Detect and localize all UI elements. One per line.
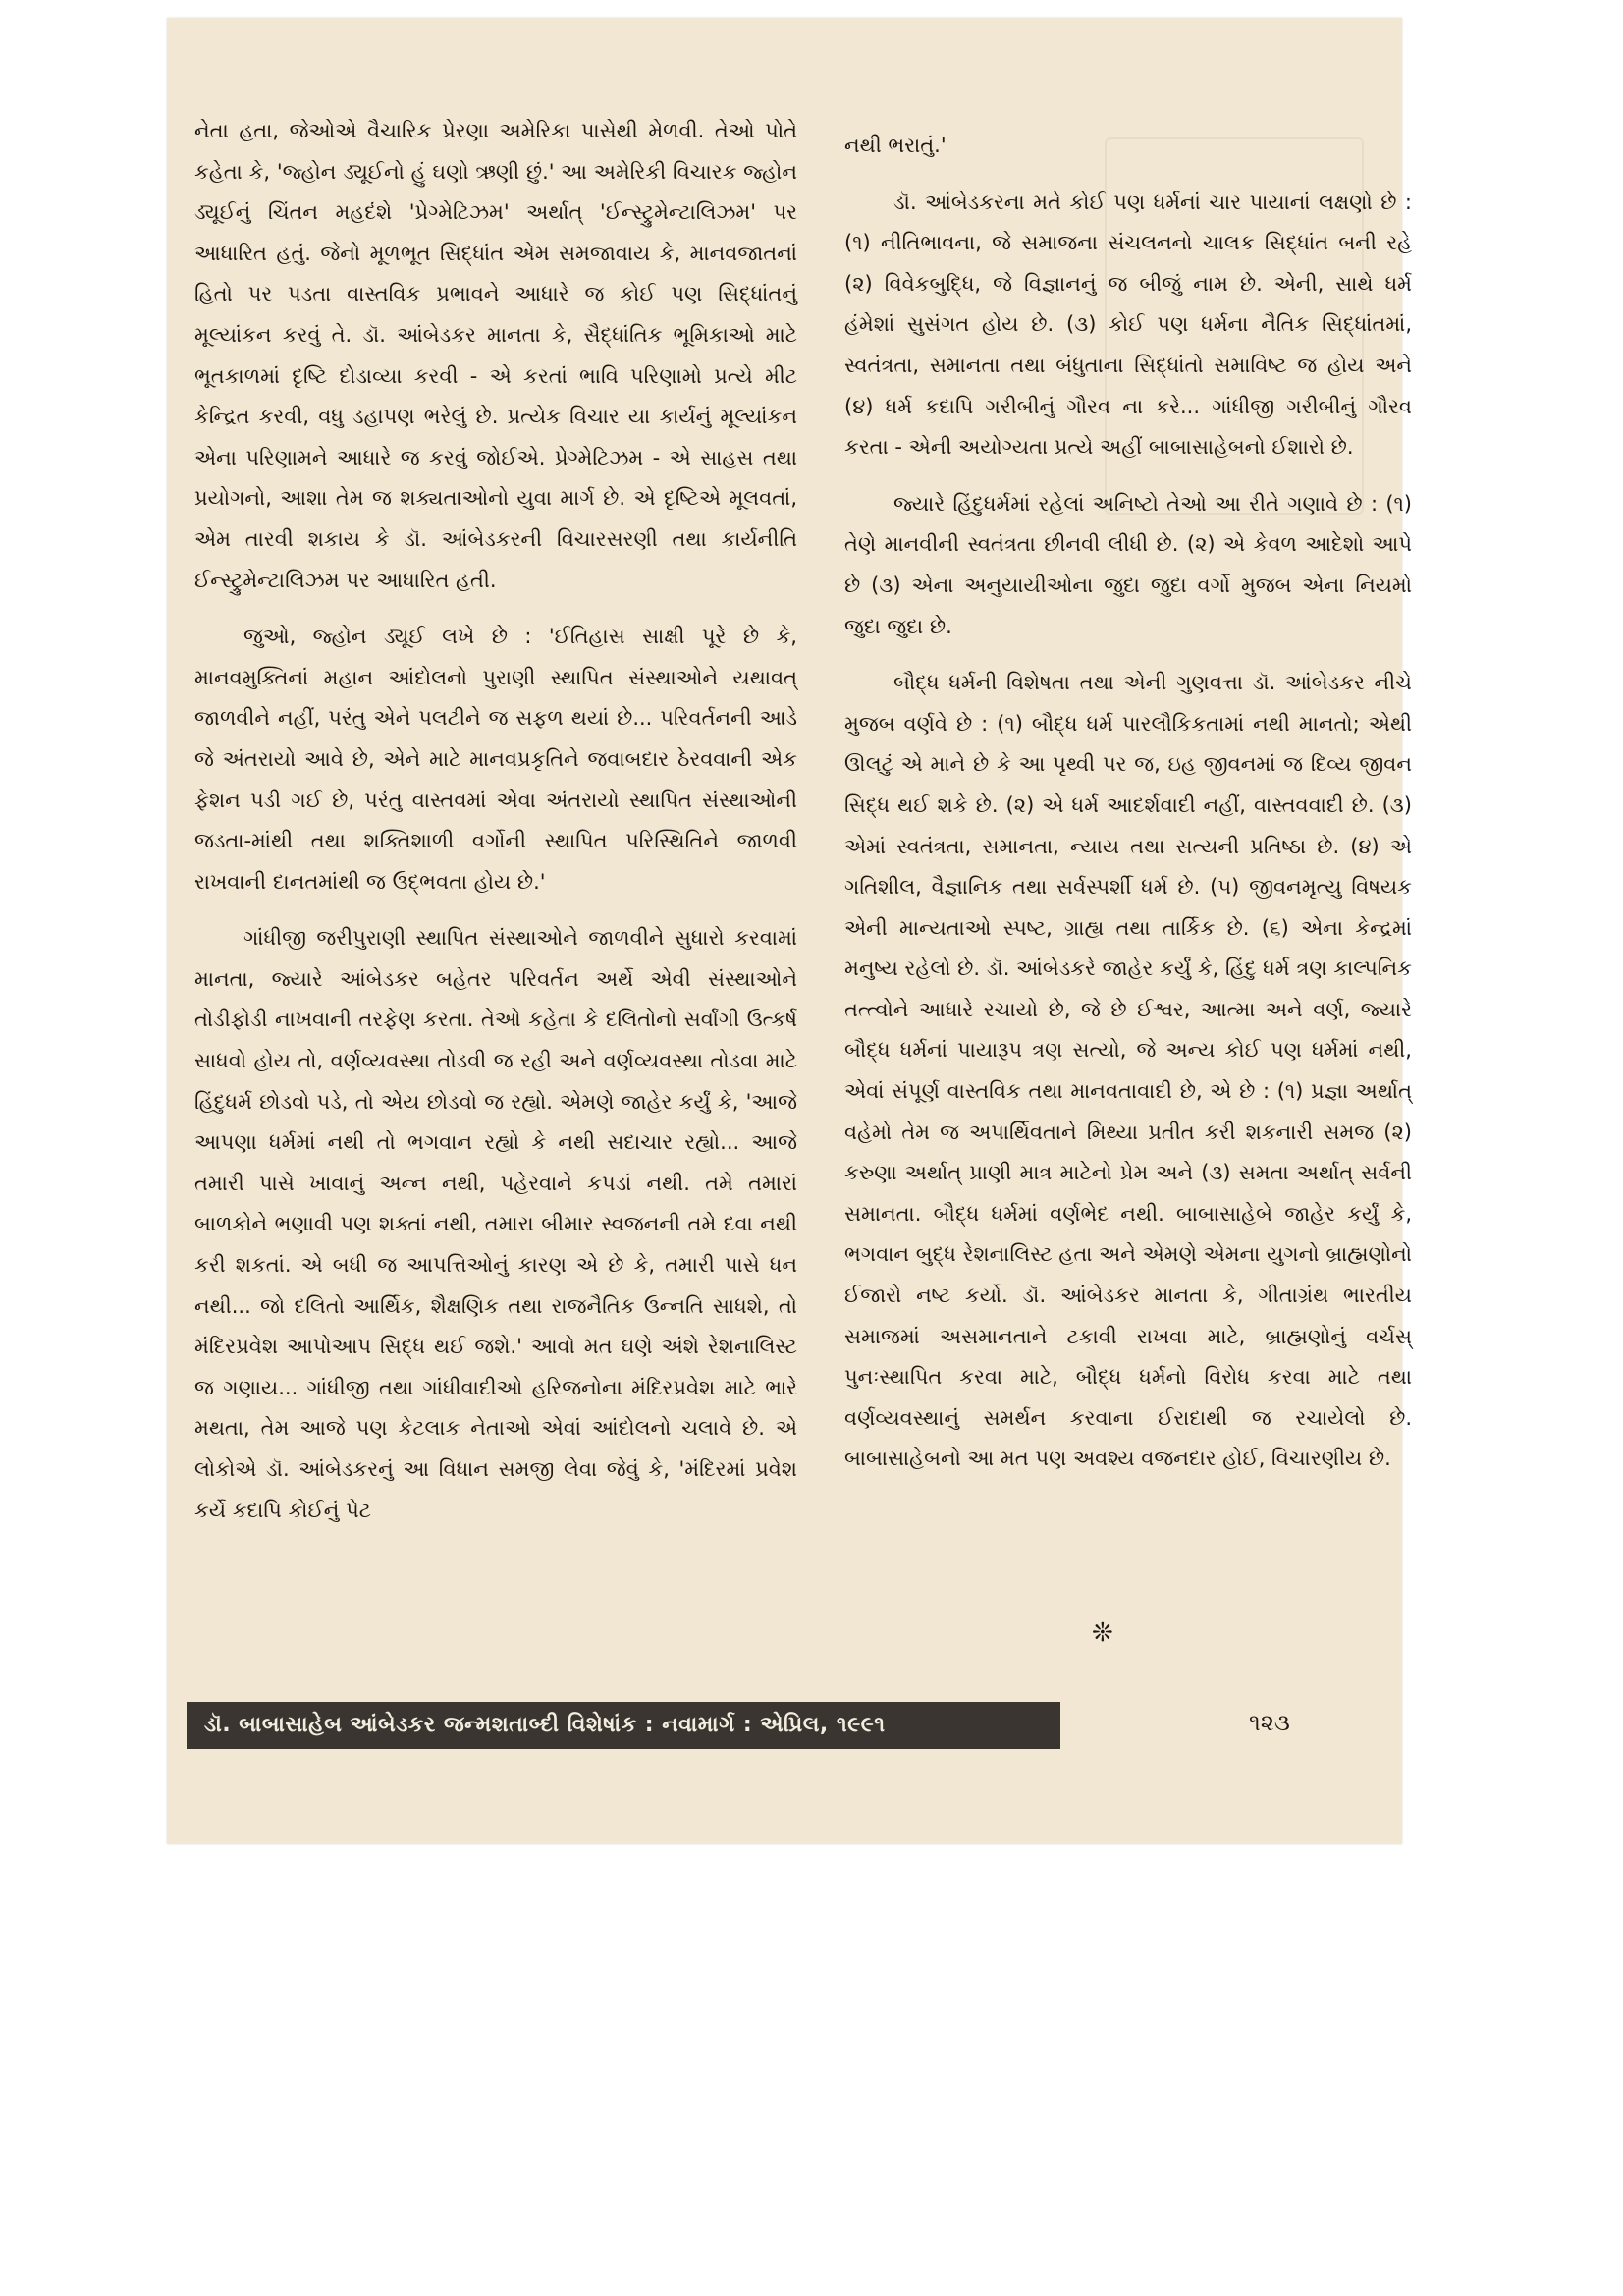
left-paragraph-3: ગાંધીજી જરીપુરાણી સ્થાપિત સંસ્થાઓને જાળવીને સુધારો કરવામાં માનતા, જ્યારે આંબેડકર બહેતર પરિવર્તન અર્થે એવી સંસ્થાઓને તોડીફોડી નાખવાની તરફેણ કરતા. તેઓ કહેતા કે દલિતોનો સર્વાંગી ઉત્કર્ષ સાધવો હોય તો, વર્ણવ્યવસ્થા તોડવી જ રહી અને વર્ણવ્યવસ્થા તોડવા માટે હિંદુધર્મ છોડવો પડે, તો એય છોડવો જ રહ્યો. એમણે જાહેર કર્યું કે, 'આજે આપણા ધર્મમાં નથી તો ભગવાન રહ્યો કે નથી સદાચાર રહ્યો... આજે તમારી પાસે ખાવાનું અન્ન નથી, પહેરવાને કપડાં નથી. તમે તમારાં બાળકોને ભણાવી પણ શક્તાં નથી, તમારા બીમાર સ્વજનની તમે દવા નથી કરી શકતાં. એ બધી જ આપત્તિઓનું કારણ એ છે કે, તમારી પાસે ધન નથી... જો દલિતો આર્થિક, શૈક્ષણિક તથા રાજનૈતિક ઉન્નતિ સાધશે, તો મંદિરપ્રવેશ આપોઆપ સિદ્ધ થઈ જશે.' આવો મત ઘણે અંશે રેશનાલિસ્ટ જ ગણાય... ગાંધીજી તથા ગાંધીવાદીઓ હરિજનોના મંદિરપ્રવેશ માટે ભારે મથતા, તેમ આજે પણ કેટલાક નેતાઓ એવાં આંદોલનો ચલાવે છે. એ લોકોએ ડૉ. આંબેડકરનું આ વિધાન સમજી લેવા જેવું કે, 'મંદિરમાં પ્રવેશ કર્યે કદાપિ કોઈનું પેટ: [194, 926, 797, 1522]
right-paragraph-3: જ્યારે હિંદુધર્મમાં રહેલાં અનિષ્ટો તેઓ આ રીતે ગણાવે છે : (૧) તેણે માનવીની સ્વતંત્રતા છીનવી લીધી છે. (૨) એ કેવળ આદેશો આપે છે (૩) એના અનુયાયીઓના જુદા જુદા વર્ગો મુજબ એના નિયમો જુદા જુદા છે.: [844, 491, 1412, 638]
page-number: ૧૨૩: [1249, 1709, 1290, 1736]
right-column: [844, 126, 1412, 1496]
scanned-page: [167, 18, 1412, 1844]
right-paragraph-4: બૌદ્ધ ધર્મની વિશેષતા તથા એની ગુણવત્તા ડૉ. આંબેડકર નીચે મુજબ વર્ણવે છે : (૧) બૌદ્ધ ધર્મ પારલૌકિકતામાં નથી માનતો; એથી ઊલટું એ માને છે કે આ પૃથ્વી પર જ, ઇહ જીવનમાં જ દિવ્ય જીવન સિદ્ધ થઈ શકે છે. (૨) એ ધર્મ આદર્શવાદી નહીં, વાસ્તવવાદી છે. (૩) એમાં સ્વતંત્રતા, સમાનતા, ન્યાય તથા સત્યની પ્રતિષ્ઠા છે. (૪) એ ગતિશીલ, વૈજ્ઞાનિક તથા સર્વસ્પર્શી ધર્મ છે. (૫) જીવનમૃત્યુ વિષયક એની માન્યતાઓ સ્પષ્ટ, ગ્રાહ્ય તથા તાર્કિક છે. (૬) એના કેન્દ્રમાં મનુષ્ય રહેલો છે. ડૉ. આંબેડકરે જાહેર કર્યું કે, હિંદુ ધર્મ ત્રણ કાલ્પનિક તત્ત્વોને આધારે રચાયો છે, જે છે ઈશ્વર, આત્મા અને વર્ણ, જ્યારે બૌદ્ધ ધર્મનાં પાયારૂપ ત્રણ સત્યો, જે અન્ય કોઈ પણ ધર્મમાં નથી, એવાં સંપૂર્ણ વાસ્તવિક તથા માનવતાવાદી છે, એ છે : (૧) પ્રજ્ઞા અર્થાત્ વહેમો તેમ જ અપાર્થિવતાને મિથ્યા પ્રતીત કરી શકનારી સમજ (૨) કરુણા અર્થાત્ પ્રાણી માત્ર માટેનો પ્રેમ અને (૩) સમતા અર્થાત્ સર્વની સમાનતા. બૌદ્ધ ધર્મમાં વર્ણભેદ નથી. બાબાસાહેબે જાહેર કર્યું કે, ભગવાન બુદ્ધ રેશનાલિસ્ટ હતા અને એમણે એમના યુગનો બ્રાહ્મણોનો ઈજારો નષ્ટ કર્યો. ડૉ. આંબેડકર માનતા કે, ગીતાગ્રંથ ભારતીય સમાજમાં અસમાનતાને ટકાવી રાખવા માટે, બ્રાહ્મણોનું વર્ચસ્ પુનઃસ્થાપિત કરવા માટે, બૌદ્ધ ધર્મનો વિરોધ કરવા માટે તથા વર્ણવ્યવસ્થાનું સમર્થન કરવાના ઈરાદાથી જ રચાયેલો છે. બાબાસાહેબનો આ મત પણ અવશ્ય વજનદાર હોઈ, વિચારણીય છે.: [844, 671, 1412, 1471]
left-paragraph-2: જુઓ, જ્હોન ડ્યૂઈ લખે છે : 'ઈતિહાસ સાક્ષી પૂરે છે કે, માનવમુક્તિનાં મહાન આંદોલનો પુરાણી સ્થાપિત સંસ્થાઓને યથાવત્ જાળવીને નહીં, પરંતુ એને પલટીને જ સફળ થયાં છે... પરિવર્તનની આડે જે અંતરાયો આવે છે, એને માટે માનવપ્રકૃતિને જવાબદાર ઠેરવવાની એક ફેશન પડી ગઈ છે, પરંતુ વાસ્તવમાં એવા અંતરાયો સ્થાપિત સંસ્થાઓની જડતા-માંથી તથા શક્તિશાળી વર્ગોની સ્થાપિત પરિસ્થિતિને જાળવી રાખવાની દાનતમાંથી જ ઉદ્ભવતા હોય છે.': [194, 625, 797, 894]
section-separator-icon: ❊: [1092, 1618, 1113, 1648]
footer-banner: ડૉ. બાબાસાહેબ આંબેડકર જન્મશતાબ્દી વિશેષાંક : નવામાર્ગ : એપ્રિલ, ૧૯૯૧: [187, 1702, 1060, 1749]
right-paragraph-2: ડૉ. આંબેડકરના મતે કોઈ પણ ધર્મનાં ચાર પાયાનાં લક્ષણો છે : (૧) નીતિભાવના, જે સમાજના સંચલનનો ચાલક સિદ્ધાંત બની રહે (૨) વિવેકબુદ્ધિ, જે વિજ્ઞાનનું જ બીજું નામ છે. એની, સાથે ધર્મ હંમેશાં સુસંગત હોય છે. (૩) કોઈ પણ ધર્મના નૈતિક સિદ્ધાંતમાં, સ્વતંત્રતા, સમાનતા તથા બંધુતાના સિદ્ધાંતો સમાવિષ્ટ જ હોય અને (૪) ધર્મ કદાપિ ગરીબીનું ગૌરવ ના કરે... ગાંધીજી ગરીબીનું ગૌરવ કરતા - એની અયોગ્યતા પ્રત્યે અહીં બાબાસાહેબનો ઈશારો છે.: [844, 190, 1412, 460]
right-paragraph-1: નથી ભરાતું.': [844, 134, 947, 157]
left-paragraph-1: નેતા હતા, જેઓએ વૈચારિક પ્રેરણા અમેરિકા પાસેથી મેળવી. તેઓ પોતે કહેતા કે, 'જ્હોન ડ્યૂઈનો હું ઘણો ઋણી છું.' આ અમેરિકી વિચારક જ્હોન ડ્યૂઈનું ચિંતન મહદંશે 'પ્રેગ્મેટિઝમ' અર્થાત્ 'ઈન્સ્ટ્રુમેન્ટાલિઝમ' પર આધારિત હતું. જેનો મૂળભૂત સિદ્ધાંત એમ સમજાવાય કે, માનવજાતનાં હિતો પર પડતા વાસ્તવિક પ્રભાવને આધારે જ કોઈ પણ સિદ્ધાંતનું મૂલ્યાંકન કરવું તે. ડૉ. આંબેડકર માનતા કે, સૈદ્ધાંતિક ભૂમિકાઓ માટે ભૂતકાળમાં દૃષ્ટિ દોડાવ્યા કરવી - એ કરતાં ભાવિ પરિણામો પ્રત્યે મીટ કેન્દ્રિત કરવી, વધુ ડહાપણ ભરેલું છે. પ્રત્યેક વિચાર યા કાર્યનું મૂલ્યાંકન એના પરિણામને આધારે જ કરવું જોઈએ. પ્રેગ્મેટિઝમ - એ સાહસ તથા પ્રયોગનો, આશા તેમ જ શક્યતાઓનો યુવા માર્ગ છે. એ દૃષ્ટિએ મૂલવતાં, એમ તારવી શકાય કે ડૉ. આંબેડકરની વિચારસરણી તથા કાર્યનીતિ ઈન્સ્ટ્રુમેન્ટાલિઝમ પર આધારિત હતી.: [194, 119, 797, 592]
left-column: [194, 111, 797, 1547]
